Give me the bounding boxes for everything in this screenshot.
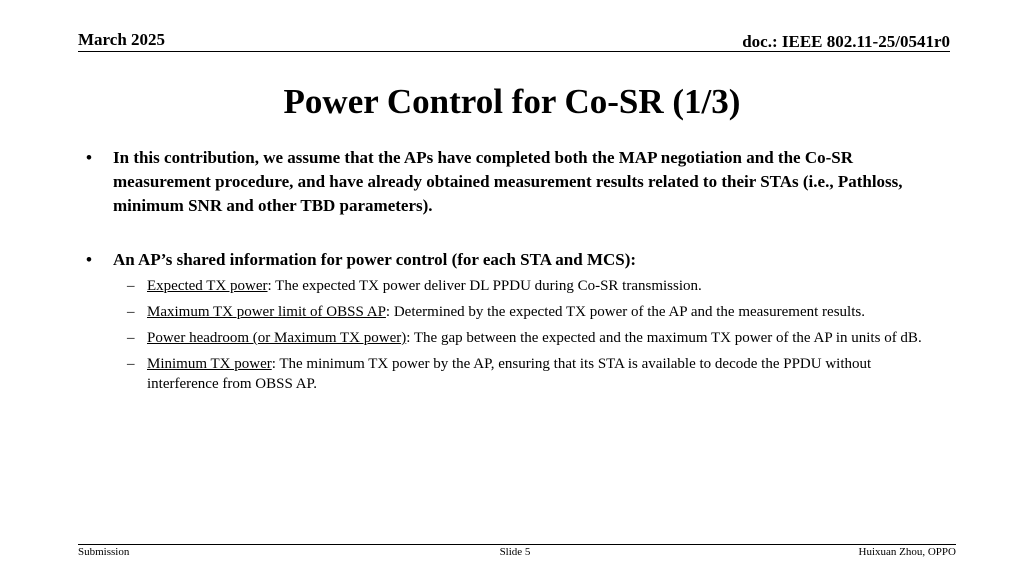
sub-item-description: : Determined by the expected TX power of the AP and the measurement results. — [385, 304, 865, 320]
header-doc-id: doc.: IEEE 802.11-25/0541r0 — [742, 32, 950, 51]
footer-author: Huixuan Zhou, OPPO — [858, 546, 956, 558]
sub-bullet-marker: – — [127, 356, 135, 372]
list-item — [86, 328, 946, 348]
sub-bullet-marker: – — [127, 278, 135, 294]
list-item — [86, 354, 946, 394]
slide-title: Power Control for Co-SR (1/3) — [283, 82, 741, 121]
sub-item-term: Power headroom (or Maximum TX power) — [147, 330, 407, 346]
shared-info-list — [86, 276, 946, 394]
sub-item-description: : The expected TX power deliver DL PPDU during Co-SR transmission. — [267, 278, 702, 294]
footer-submission: Submission — [78, 546, 130, 558]
sub-item-term: Minimum TX power — [147, 356, 272, 372]
header-divider — [78, 51, 950, 52]
header-date: March 2025 — [78, 30, 166, 49]
slide-content — [86, 146, 946, 400]
bullet-text: In this contribution, we assume that the APs have completed both the MAP negotiation and the Co-SR measurement procedure, and have already obtained measurement results related to their STAs (i.e., Pathloss, minimum SNR and other TBD parameters). — [113, 148, 903, 215]
sub-item-term: Maximum TX power limit of OBSS AP — [147, 304, 386, 320]
bullet-marker: • — [86, 250, 92, 269]
sub-item-description: : The minimum TX power by the AP, ensuring that its STA is available to decode the PPDU without interference from OBSS AP. — [147, 356, 872, 392]
list-item — [86, 276, 946, 296]
sub-bullet-marker: – — [127, 304, 135, 320]
list-item — [86, 302, 946, 322]
bullet-text: An AP’s shared information for power control (for each STA and MCS): — [113, 250, 637, 269]
sub-bullet-marker: – — [127, 330, 135, 346]
bullet-marker: • — [86, 148, 92, 167]
sub-item-description: : The gap between the expected and the maximum TX power of the AP in units of dB. — [406, 330, 922, 346]
bullet-shared-info — [86, 248, 946, 272]
bullet-assumption — [86, 146, 946, 218]
sub-item-term: Expected TX power — [147, 278, 268, 294]
footer-divider — [78, 544, 956, 545]
footer-slide-number: Slide 5 — [499, 546, 531, 558]
